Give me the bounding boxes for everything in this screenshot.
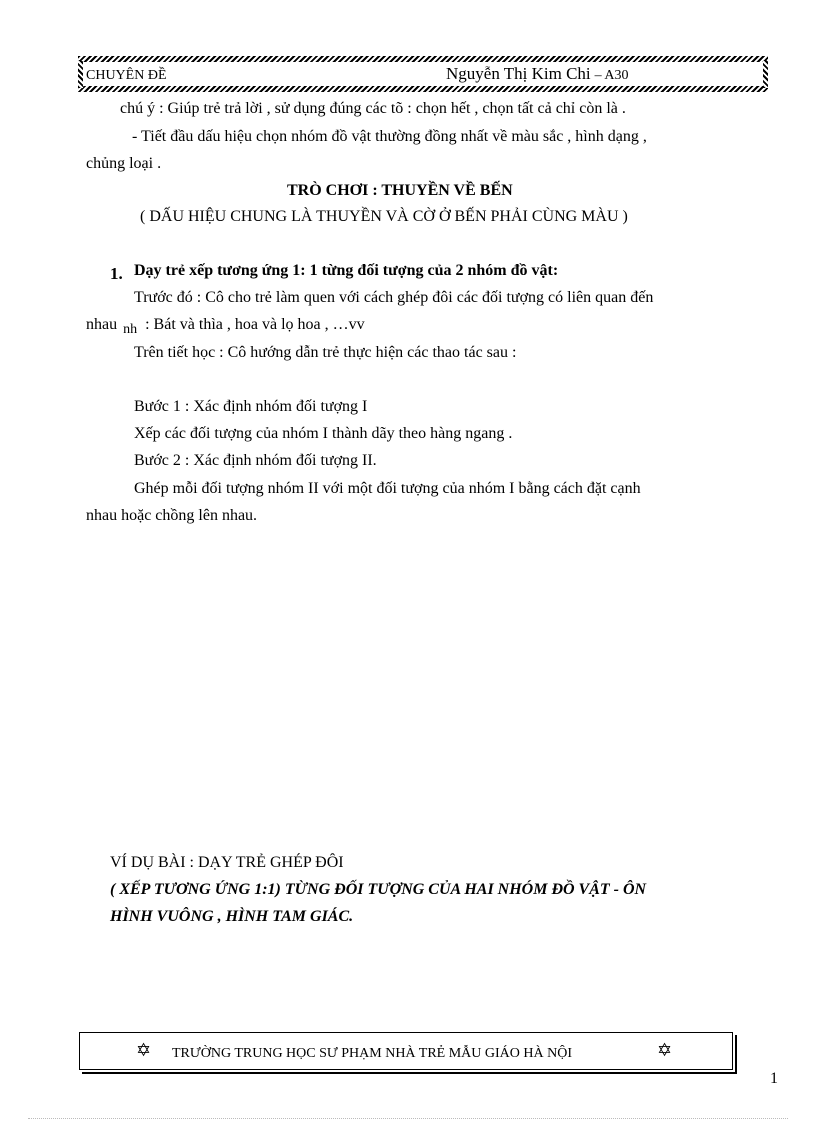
paragraph-2: Trên tiết học : Cô hướng dẫn trẻ thực hiện các thao tác sau : xyxy=(134,344,517,361)
step-1: Bước 1 : Xác định nhóm đối tượng I xyxy=(134,398,368,415)
paragraph-1b-nh: nh xyxy=(123,322,138,337)
paragraph-1a: Trước đó : Cô cho trẻ làm quen với cách ghép đôi các đối tượng có liên quan đến xyxy=(134,289,654,306)
header-top-border xyxy=(78,56,768,62)
paragraph-1b xyxy=(86,316,365,337)
header-label: CHUYÊN ĐỀ xyxy=(86,68,167,83)
example-subtitle-b: HÌNH VUÔNG , HÌNH TAM GIÁC. xyxy=(110,908,354,925)
paragraph-3b: nhau hoặc chồng lên nhau. xyxy=(86,507,258,524)
header-right-border xyxy=(763,60,768,88)
text-line-2: - Tiết đầu dấu hiệu chọn nhóm đồ vật thường đồng nhất về màu sắc , hình dạng , xyxy=(132,128,647,145)
footer-star-left-icon: ✡ xyxy=(136,1040,152,1061)
step-2: Bước 2 : Xác định nhóm đối tượng II. xyxy=(134,452,377,469)
game-subtitle: ( DẤU HIỆU CHUNG LÀ THUYỀN VÀ CỜ Ở BẾN PHẢI CÙNG MÀU ) xyxy=(140,208,628,225)
paragraph-1b-word: nhau xyxy=(86,316,118,333)
paragraph-3a: Ghép mỗi đối tượng nhóm II với một đối tượng của nhóm I bằng cách đặt cạnh xyxy=(134,480,641,497)
header-author-code: – A30 xyxy=(594,68,629,83)
page-number: 1 xyxy=(770,1070,778,1087)
footer-school-name: TRƯỜNG TRUNG HỌC SƯ PHẠM NHÀ TRẺ MẪU GIÁO HÀ NỘI xyxy=(172,1046,572,1061)
text-line-3: chủng loại . xyxy=(86,155,162,172)
section-number: 1. xyxy=(110,264,123,283)
header-bottom-border xyxy=(78,86,768,92)
paragraph-1b-rest: : Bát và thìa , hoa và lọ hoa , …vv xyxy=(145,316,365,333)
footer-star-right-icon: ✡ xyxy=(657,1040,673,1061)
step-1-detail: Xếp các đối tượng của nhóm I thành dãy theo hàng ngang . xyxy=(134,425,513,442)
header-author-name: Nguyễn Thị Kim Chi xyxy=(446,64,591,83)
game-title: TRÒ CHƠI : THUYỀN VỀ BẾN xyxy=(287,182,513,199)
section-title: Dạy trẻ xếp tương ứng 1: 1 từng đối tượng của 2 nhóm đồ vật: xyxy=(134,262,559,279)
header-left-border xyxy=(78,60,83,88)
text-line-1: chú ý : Giúp trẻ trả lời , sử dụng đúng các tõ : chọn hết , chọn tất cả chỉ còn là . xyxy=(120,100,626,117)
page-bottom-rule xyxy=(28,1118,788,1119)
header-author xyxy=(446,64,629,84)
example-title: VÍ DỤ BÀI : DẠY TRẺ GHÉP ĐÔI xyxy=(110,854,344,871)
example-subtitle-a: ( XẾP TƯƠNG ỨNG 1:1) TỪNG ĐỐI TƯỢNG CỦA HAI NHÓM ĐỒ VẬT - ÔN xyxy=(110,881,647,898)
